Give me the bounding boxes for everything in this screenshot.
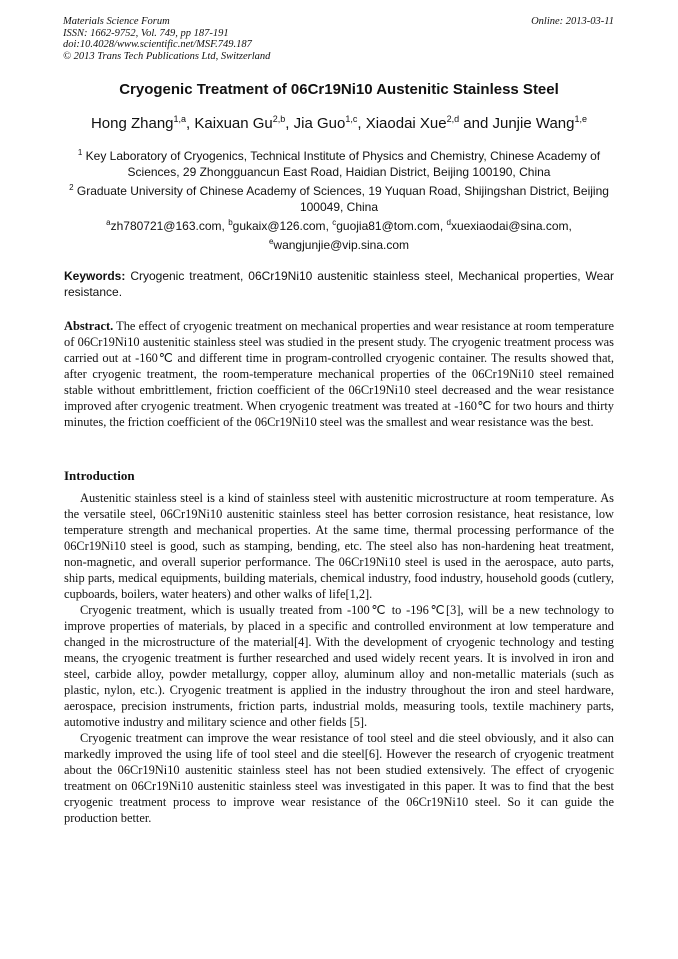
paper-title: Cryogenic Treatment of 06Cr19Ni10 Austenitic Stainless Steel (119, 81, 559, 98)
email-address: gukaix@126.com (232, 219, 326, 233)
page-header (63, 16, 614, 62)
affiliation-text: Graduate University of Chinese Academy of Sciences, 19 Yuquan Road, Shijingshan District, Beijing 100049, China (76, 184, 609, 214)
email-address: guojia81@tom.com (336, 219, 440, 233)
author-name: Hong Zhang (90, 115, 174, 132)
paragraph: Cryogenic treatment can improve the wear resistance of tool steel and die steel obviously, and it also can markedly improved the using life of tool steel and die steel[6]. However the research of cryogenic treatment about the 06Cr19Ni10 austenitic stainless steel has not been studied extensively. The effect of cryogenic treatment on 06Cr19Ni10 austenitic stainless steel was investigated in this paper. It was to find that the best cryogenic treatment process to improve wear resistance of the 06Cr19Ni10 steel. So it can guide the production better. (64, 731, 614, 825)
email-sup: b (228, 218, 233, 227)
author-affil-sup: 2,b (272, 114, 286, 124)
paragraph: Austenitic stainless steel is a kind of stainless steel with austenitic microstructure at room temperature. As the versatile steel, 06Cr19Ni10 austenitic stainless steel has better corrosion resistance, heat resistance, low temperature strength and mechanical properties. At the same time, thermal processing performance of the 06Cr19Ni10 steel is good, such as stamping, bending, etc. The steel also has non-hardening heat treatment, non-magnetic, and overall superior performance. The 06Cr19Ni10 steel is used in the aerospace, auto parts, ship parts, medical equipments, building materials, chemical industry, food industry, household goods (cutlery, cupboards, boilers, water heaters) and other walks of life[1,2]. (64, 491, 614, 601)
author-affil-sup: 1,a (173, 114, 187, 124)
introduction-body (64, 490, 614, 826)
journal-name: Materials Science Forum (63, 16, 170, 27)
affiliation-2 (64, 180, 614, 215)
author-sep: , (186, 115, 195, 132)
email-sep: , (568, 219, 572, 233)
keywords (64, 268, 614, 300)
affiliation-sup: 1 (77, 148, 83, 157)
email-address: wangjunjie@vip.sina.com (273, 238, 410, 252)
author-list (0, 114, 678, 132)
section-heading: Introduction (64, 468, 135, 483)
abstract (64, 318, 614, 430)
author-name: Jia Guo (293, 115, 346, 132)
abstract-text: The effect of cryogenic treatment on mechanical properties and wear resistance at room temperature of 06Cr19Ni10 austenitic stainless steel was studied in the present study. The cryogenic treatment process was carried out at -160℃ and different time in program-controlled cryogenic container. The results showed that, after cryogenic treatment, the room-temperature mechanical properties of the 06Cr19Ni10 steel remained stable without embrittlement, friction coefficient of the 06Cr19Ni10 steel decreased and the wear resistance improved after cryogenic treatment. When cryogenic treatment was treated at -160℃ for two hours and thirty minutes, the friction coefficient of the 06Cr19Ni10 steel was the smallest and wear resistance was the best. (64, 319, 614, 429)
author-name: Kaixuan Gu (194, 115, 273, 132)
author-affil-sup: 2,d (446, 114, 460, 124)
affiliation-text: Key Laboratory of Cryogenics, Technical Institute of Physics and Chemistry, Chinese Academy of Sciences, 29 Zhongguancun East Road, Haidian District, Beijing 100190, China (85, 149, 601, 179)
email-address: zh780721@163.com (110, 219, 222, 233)
keywords-label: Keywords: (64, 269, 126, 283)
email-sup: e (268, 237, 274, 246)
email-sup: d (446, 218, 451, 227)
author-sep: and (459, 115, 493, 132)
email-list (64, 215, 614, 253)
paragraph: Cryogenic treatment, which is usually treated from -100℃ to -196℃[3], will be a new technology to improve properties of materials, by placed in a specific and controlled environment at low temperature and changed in the microstructure of the material[4]. With the development of cryogenic technology and testing means, the cryogenic treatment is further researched and used widely recent years. It is involved in iron and steel, carbide alloy, powder metallurgy, copper alloy, aluminum alloy and non-metallic materials (such as plastic, nylon, etc.). Cryogenic treatment is applied in the industry throughout the iron and steel hardware, aerospace, precision instruments, friction parts, industrial molds, measuring tools, textile machinery parts, automotive industry and military science and other fields [5]. (64, 603, 614, 729)
copyright-line: © 2013 Trans Tech Publications Ltd, Switzerland (63, 50, 271, 62)
affiliation-1 (64, 145, 614, 180)
email-sep: , (439, 219, 447, 233)
email-sup: a (106, 218, 111, 227)
issn-line: ISSN: 1662-9752, Vol. 749, pp 187-191 (63, 27, 229, 39)
email-sep: , (221, 219, 229, 233)
online-date: Online: 2013-03-11 (531, 16, 614, 27)
author-name: Xiaodai Xue (365, 115, 447, 132)
author-sep: , (285, 115, 294, 132)
email-sup: c (332, 218, 337, 227)
keywords-text: Cryogenic treatment, 06Cr19Ni10 austenitic stainless steel, Mechanical properties, Wear resistance. (64, 269, 614, 299)
author-sep: , (357, 115, 366, 132)
author-name: Junjie Wang (492, 115, 575, 132)
abstract-label: Abstract. (64, 319, 114, 333)
author-affil-sup: 1,e (574, 114, 588, 124)
doi-line: doi:10.4028/www.scientific.net/MSF.749.187 (63, 39, 252, 50)
email-sep: , (325, 219, 333, 233)
affiliation-sup: 2 (69, 183, 74, 192)
email-address: xuexiaodai@sina.com (450, 219, 569, 233)
author-affil-sup: 1,c (345, 114, 358, 124)
